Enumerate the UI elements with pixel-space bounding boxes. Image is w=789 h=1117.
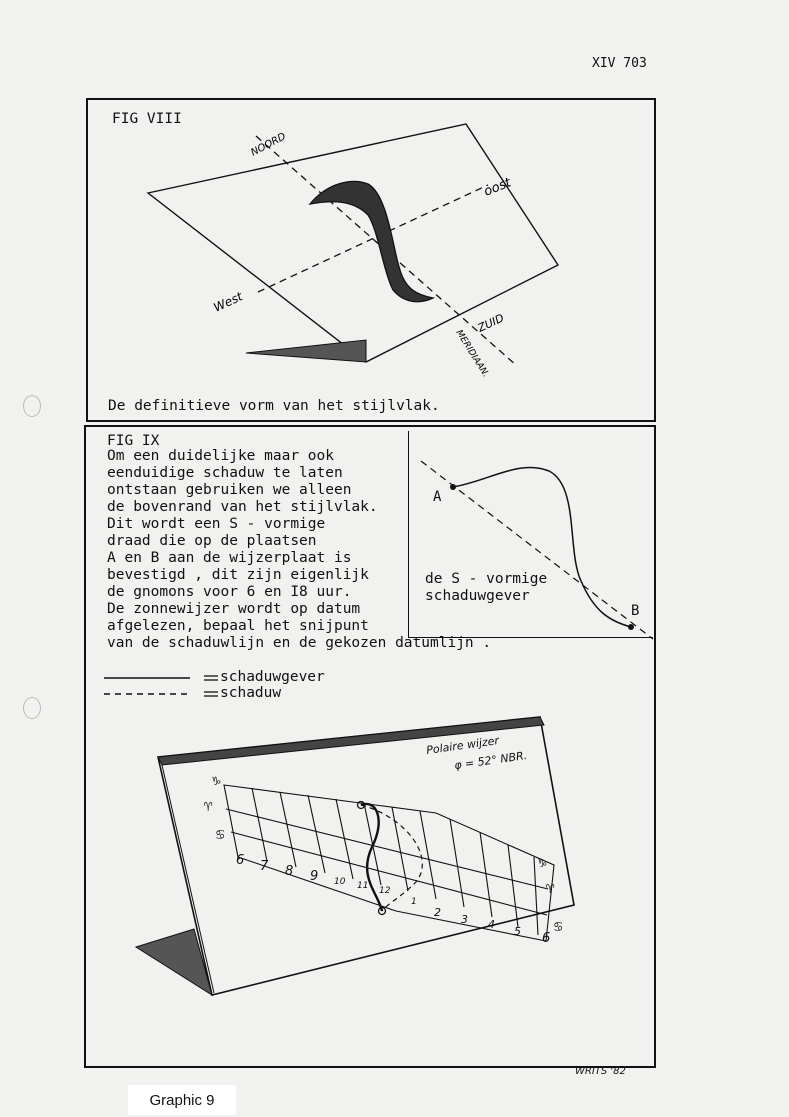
hour-label: 1 [411, 897, 417, 907]
hour-label: 6 [542, 931, 551, 946]
fig8-label-meridiaan: MERIDIAAN. [453, 328, 491, 380]
text-line: A en B aan de wijzerplaat is [107, 550, 352, 566]
hour-label: 10 [334, 877, 346, 887]
legend-solid-label: schaduwgever [220, 669, 325, 685]
fig8-label-zuid: ZUID [475, 311, 507, 335]
graphic-label: Graphic 9 [128, 1085, 236, 1115]
hour-label: 7 [260, 859, 269, 874]
polar-sundial-drawing [86, 427, 658, 1070]
text-line: bevestigd , dit zijn eigenlijk [107, 567, 369, 583]
text-line: Dit wordt een S - vormige [107, 516, 326, 532]
fig8-style-plane-drawing [88, 100, 658, 424]
text-line: ontstaan gebruiken we alleen [107, 482, 352, 498]
inset-label-line1: de S - vormige [425, 571, 548, 587]
fig8-title: FIG VIII [112, 111, 182, 127]
dial-latitude: φ = 52° NBR. [453, 748, 528, 773]
text-line: Om een duidelijke maar ook [107, 448, 334, 464]
zodiac-right-aries: ♈ [546, 881, 555, 897]
hour-label: 4 [488, 918, 495, 931]
hour-label: 6 [236, 853, 245, 868]
fig8-label-noord: NOORD [249, 131, 288, 159]
dial-heading: Polaire wijzer [425, 733, 500, 758]
hour-label: 11 [357, 881, 369, 891]
hour-label: 3 [461, 913, 468, 926]
fig8-frame [86, 98, 656, 422]
inset-point-b: B [631, 603, 640, 619]
fig8-caption: De definitieve vorm van het stijlvlak. [108, 398, 440, 414]
hour-label: 8 [285, 864, 294, 879]
text-line: afgelezen, bepaal het snijpunt [107, 618, 369, 634]
zodiac-left-aries: ♈ [204, 799, 213, 815]
hour-label: 5 [514, 925, 521, 938]
fig8-label-west: West [211, 289, 245, 315]
fig8-label-oost: oost [481, 175, 514, 200]
text-line: de gnomons voor 6 en I8 uur. [107, 584, 352, 600]
zodiac-left-capricorn: ♑ [212, 773, 221, 789]
hour-label: 2 [434, 906, 441, 919]
legend-dashed-label: schaduw [220, 685, 282, 701]
signature: WRITS '82 [575, 1066, 626, 1077]
hour-label: 9 [310, 869, 319, 884]
page-number: XIV 703 [592, 56, 647, 71]
fig9-title: FIG IX [107, 433, 160, 449]
text-line: eenduidige schaduw te laten [107, 465, 343, 481]
text-line: de bovenrand van het stijlvlak. [107, 499, 378, 515]
zodiac-right-cancer: ♋ [554, 919, 563, 935]
inset-label-line2: schaduwgever [425, 588, 530, 604]
punch-hole-bottom [23, 697, 41, 719]
fig9-frame [84, 425, 656, 1068]
hour-label: 12 [379, 886, 391, 896]
zodiac-right-capricorn: ♑ [538, 855, 547, 871]
text-line: De zonnewijzer wordt op datum [107, 601, 361, 617]
punch-hole-top [23, 395, 41, 417]
inset-point-a: A [433, 489, 442, 505]
zodiac-left-cancer: ♋ [216, 827, 225, 843]
text-line: draad die op de plaatsen [107, 533, 317, 549]
text-line: van de schaduwlijn en de gekozen datumlijn . [107, 635, 492, 651]
